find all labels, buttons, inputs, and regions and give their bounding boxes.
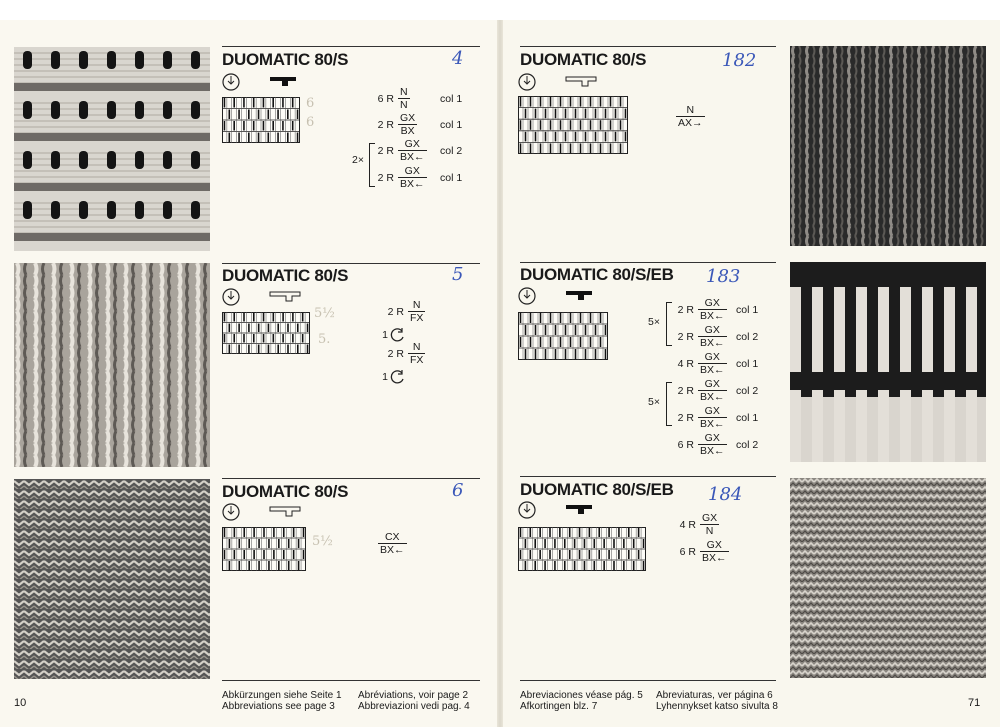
row-count: 2 R	[677, 412, 694, 424]
colour-label: col 2	[736, 385, 759, 397]
row-count: 4 R	[677, 358, 694, 370]
knit-swatch-6	[14, 479, 210, 683]
row-count: 2 R	[387, 348, 404, 360]
rotate-icon	[390, 369, 406, 385]
row-count: 2 R	[677, 331, 694, 343]
lock-fraction: $\frac{N}{N}$	[400, 86, 408, 111]
lock-fraction: $\frac{GX}{BX\leftarrow}$	[400, 138, 425, 163]
footer-abbreviations: Abréviations, voir page 2 Abbreviazioni vedi pag. 4	[358, 690, 470, 712]
colour-label: col 1	[736, 358, 759, 370]
needle-diagram	[518, 527, 646, 571]
lock-fraction: $\frac{N}{AX\to}$	[678, 104, 703, 129]
repeat-bracket	[369, 143, 375, 187]
pattern-number: 4	[452, 48, 464, 69]
section-title: DUOMATIC 80/S	[222, 266, 349, 285]
rotate-icon	[390, 327, 406, 343]
section-rule	[222, 46, 480, 47]
lock-fraction: $\frac{GX}{BX\leftarrow}$	[702, 539, 727, 564]
row-count: 2 R	[377, 119, 394, 131]
carriage-symbols	[222, 72, 312, 92]
lock-fraction: $\frac{CX}{BX\leftarrow}$	[380, 531, 405, 556]
colour-label: col 2	[736, 331, 759, 343]
pattern-number: 6	[452, 480, 464, 501]
colour-label: col 1	[736, 304, 759, 316]
row-count: 2 R	[377, 145, 394, 157]
tension-note: 6	[306, 115, 315, 130]
lock-fraction: $\frac{GX}{N}$	[702, 512, 718, 537]
row-count: 2 R	[677, 304, 694, 316]
pattern-number: 183	[706, 266, 741, 287]
pattern-number: 182	[722, 50, 757, 71]
lock-fraction: $\frac{N}{FX}$	[410, 341, 424, 366]
repeat-count: 5×	[648, 396, 660, 408]
lock-fraction: $\frac{GX}{BX\leftarrow}$	[700, 297, 725, 322]
carriage-symbols	[518, 500, 608, 520]
lock-fraction: $\frac{GX}{BX\leftarrow}$	[700, 378, 725, 403]
lock-fraction: $\frac{GX}{BX\leftarrow}$	[700, 432, 725, 457]
pattern-number: 5	[452, 264, 464, 285]
colour-label: col 2	[736, 439, 759, 451]
section-rule	[222, 263, 480, 264]
repeat-bracket	[666, 302, 672, 346]
needle-diagram	[222, 312, 310, 354]
page-number: 71	[968, 697, 981, 709]
footer-abbreviations: Abreviaturas, ver página 6 Lyhennykset katso sivulta 8	[656, 690, 778, 712]
carriage-symbols	[222, 287, 312, 307]
colour-label: col 1	[440, 119, 463, 131]
lock-fraction: $\frac{N}{FX}$	[410, 299, 424, 324]
knit-swatch-182	[790, 46, 986, 250]
row-count: 2 R	[377, 172, 394, 184]
needle-diagram	[222, 527, 306, 571]
row-count: 6 R	[677, 439, 694, 451]
lock-fraction: $\frac{GX}{BX\leftarrow}$	[700, 324, 725, 349]
section-rule	[520, 262, 776, 263]
tension-note: 5½	[314, 306, 335, 321]
row-count: 4 R	[679, 519, 696, 531]
section-title: DUOMATIC 80/S	[520, 50, 647, 69]
section-rule	[520, 46, 776, 47]
colour-label: col 1	[440, 93, 463, 105]
colour-label: col 1	[736, 412, 759, 424]
section-title: DUOMATIC 80/S	[222, 482, 349, 501]
footer-rule	[520, 680, 776, 681]
repeat-count: 2×	[352, 154, 364, 166]
lock-fraction: $\frac{GX}{BX}$	[400, 112, 416, 137]
footer-abbreviations: Abreviaciones véase pág. 5 Afkortingen blz. 7	[520, 690, 643, 712]
page-number: 10	[14, 697, 27, 709]
row-count: 2 R	[677, 385, 694, 397]
row-count: 2 R	[387, 306, 404, 318]
row-count: 6 R	[377, 93, 394, 105]
section-title: DUOMATIC 80/S/EB	[520, 265, 674, 284]
needle-diagram	[518, 96, 628, 154]
tension-note: 5½	[312, 534, 333, 549]
row-count: 1	[382, 329, 388, 341]
row-count: 6 R	[679, 546, 696, 558]
colour-label: col 2	[440, 145, 463, 157]
lock-fraction: $\frac{GX}{BX\leftarrow}$	[700, 405, 725, 430]
repeat-bracket	[666, 382, 672, 426]
row-count: 1	[382, 371, 388, 383]
carriage-symbols	[518, 72, 608, 92]
colour-label: col 1	[440, 172, 463, 184]
lock-fraction: $\frac{GX}{BX\leftarrow}$	[700, 351, 725, 376]
tension-note: 6	[306, 96, 315, 111]
carriage-symbols	[222, 502, 312, 522]
knit-swatch-4	[14, 47, 210, 251]
footer-abbreviations: Abkürzungen siehe Seite 1 Abbreviations see page 3	[222, 690, 342, 712]
section-rule	[222, 478, 480, 479]
repeat-count: 5×	[648, 316, 660, 328]
needle-diagram	[222, 97, 300, 143]
needle-diagram	[518, 312, 608, 360]
section-rule	[520, 476, 776, 477]
lock-fraction: $\frac{GX}{BX\leftarrow}$	[400, 165, 425, 190]
pattern-number: 184	[708, 484, 743, 505]
section-title: DUOMATIC 80/S	[222, 50, 349, 69]
carriage-symbols	[518, 286, 608, 306]
knit-swatch-5	[14, 263, 210, 467]
section-title: DUOMATIC 80/S/EB	[520, 480, 674, 499]
knit-swatch-184	[790, 478, 986, 682]
scan-top-margin	[0, 0, 1000, 20]
tension-note: 5.	[318, 332, 331, 347]
knit-swatch-183	[790, 262, 986, 466]
footer-rule	[222, 680, 480, 681]
